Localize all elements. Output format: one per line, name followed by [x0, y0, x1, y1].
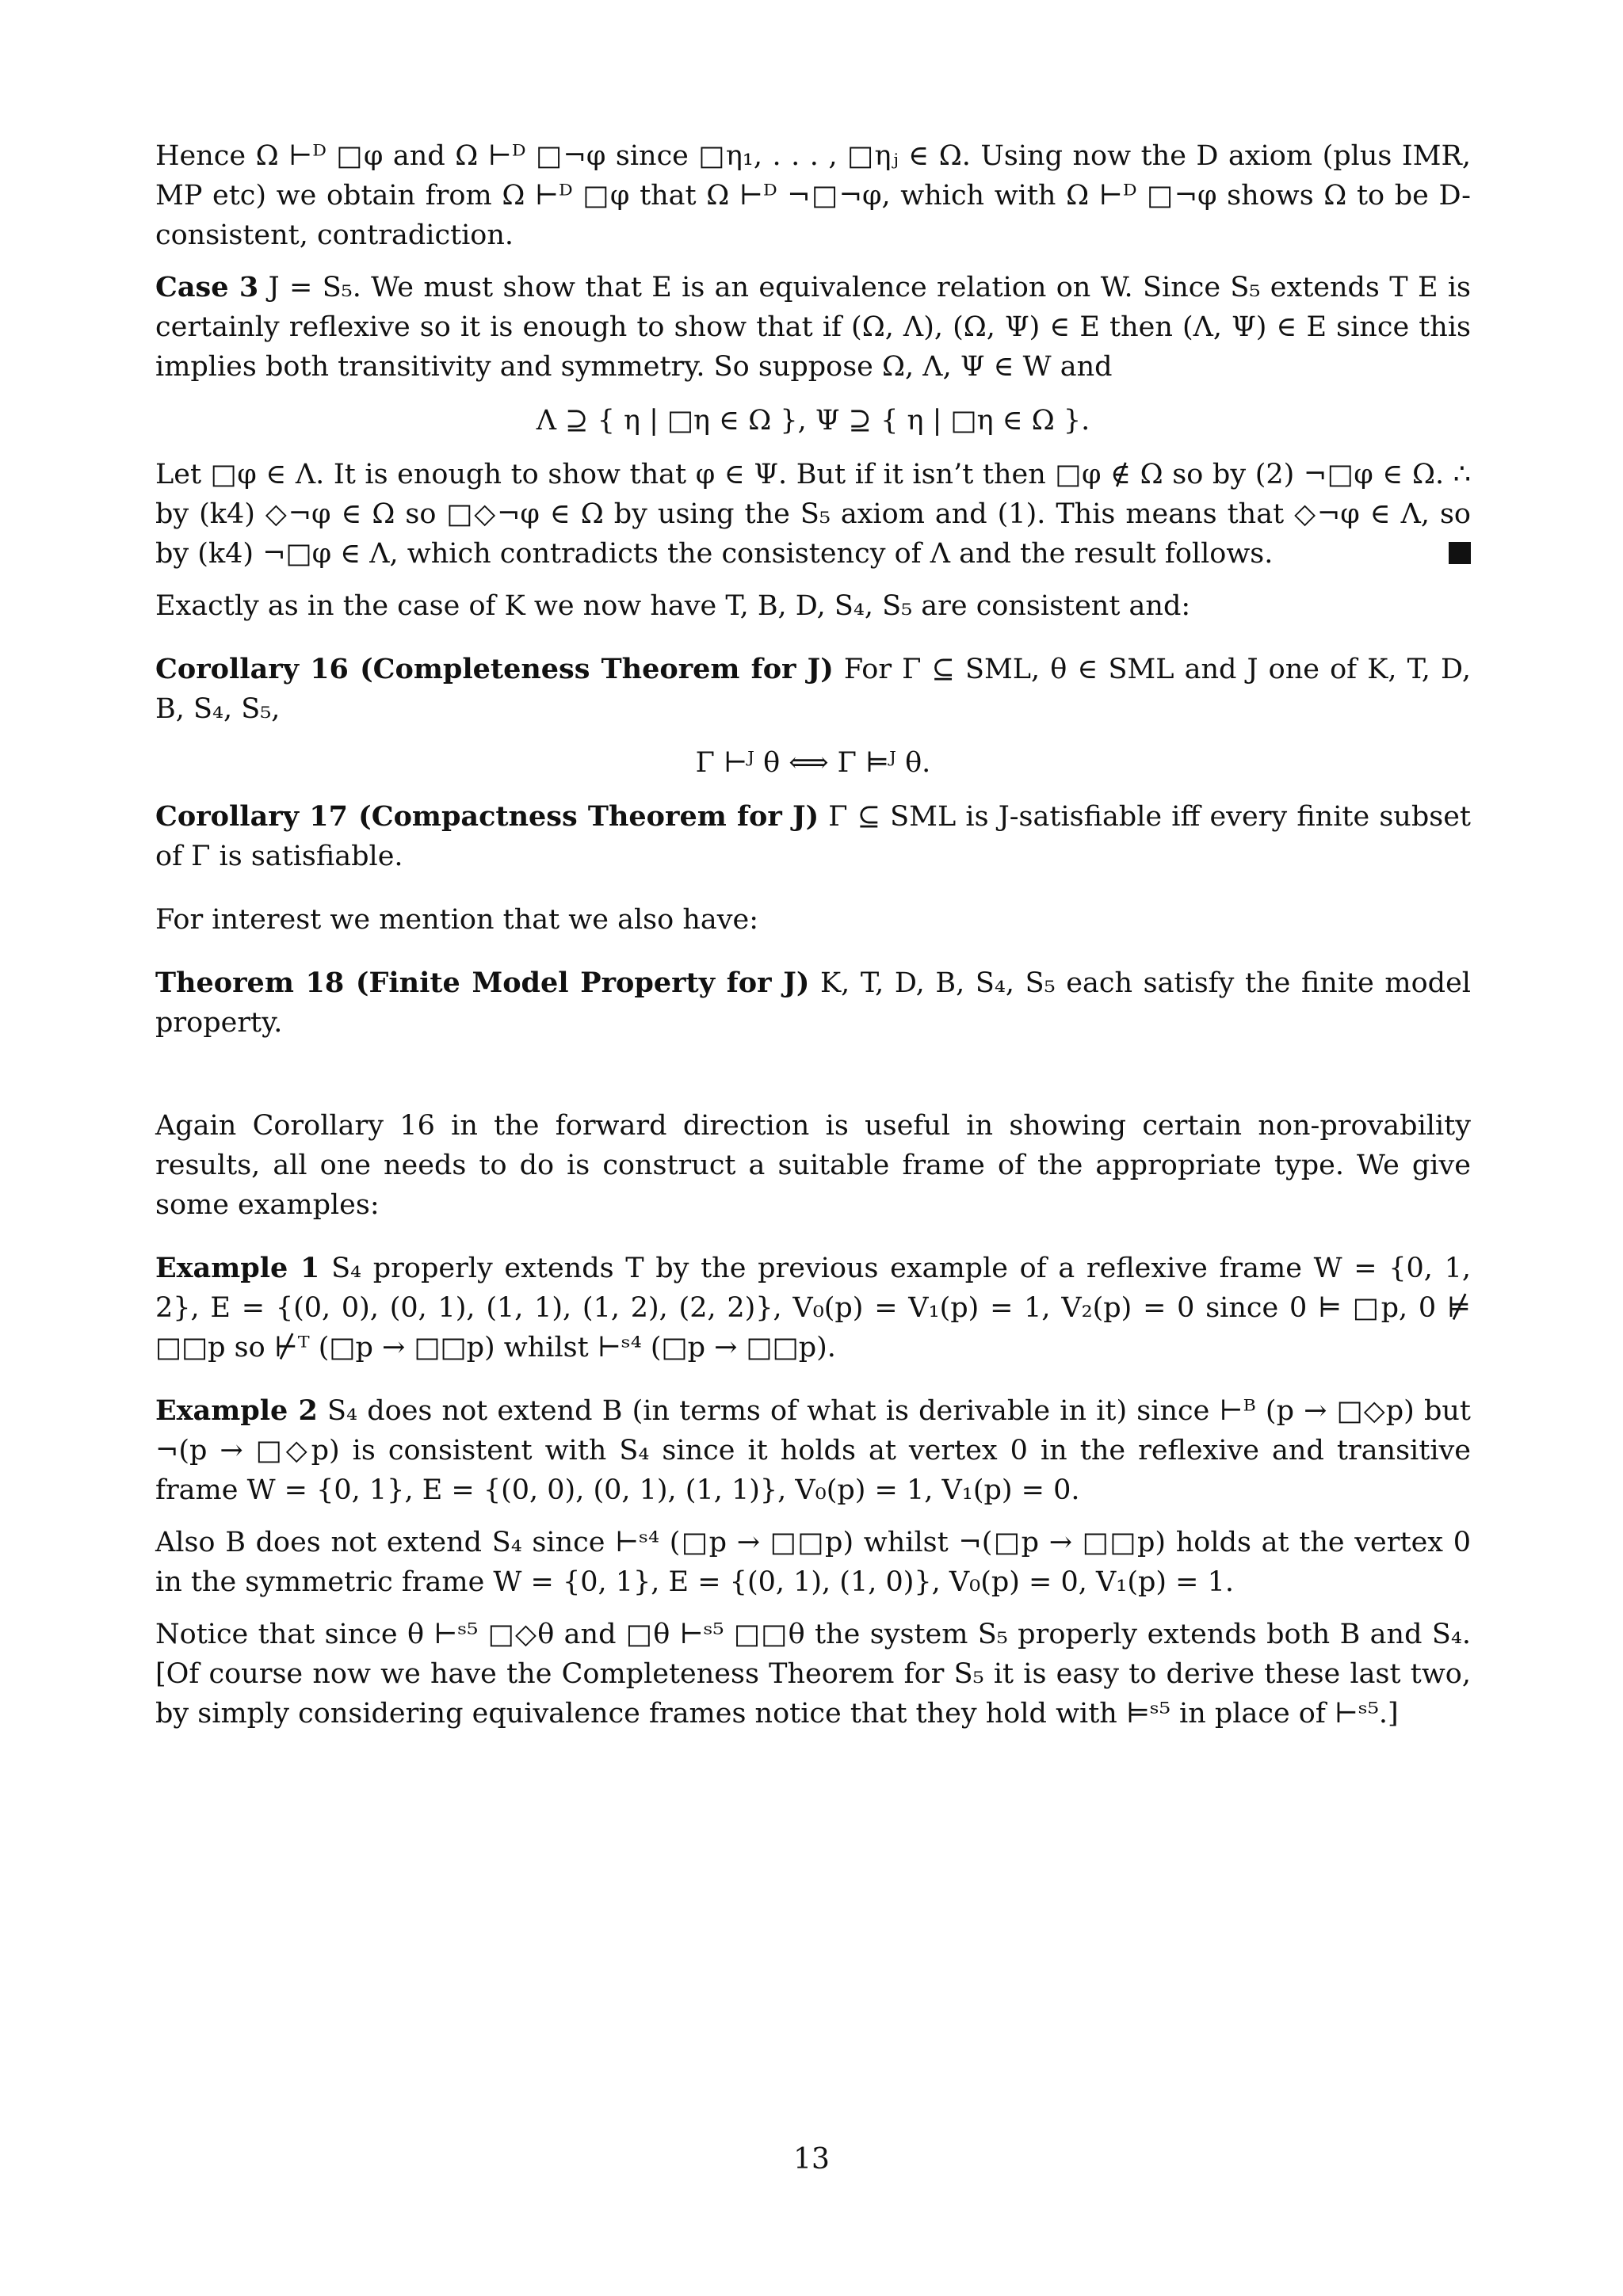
paragraph-text: Let □φ ∈ Λ. It is enough to show that φ ∈ Ψ. But if it isn’t then □φ ∉ Ω so by (2) ¬□φ ∈ Ω. ∴ by (k4) ◇¬φ ∈ Ω so □◇¬φ ∈ Ω by using the S₅ axiom and (1). This means that ◇¬φ ∈ Λ, so by (k4) ¬□φ ∈ Λ, which contradicts the consistency of Λ and the result follows.	[155, 459, 1471, 570]
qed-square-icon	[1449, 542, 1471, 564]
display-equation-completeness: Γ ⊢ᴶ θ ⟺ Γ ⊨ᴶ θ.	[695, 747, 931, 779]
theorem-18	[155, 963, 1471, 1043]
paragraph-again-corollary	[155, 1106, 1471, 1225]
case-3-heading: Case 3	[155, 271, 259, 303]
example-2-heading: Example 2	[155, 1394, 318, 1427]
corollary-16	[155, 650, 1471, 729]
paragraph-also-b	[155, 1523, 1471, 1602]
paragraph-text: Exactly as in the case of K we now have T, B, D, S₄, S₅ are consistent and:	[155, 590, 1191, 622]
paragraph-case-3	[155, 268, 1471, 387]
page-body	[155, 136, 1471, 1733]
display-equation-lambda-psi: Λ ⊇ { η | □η ∈ Ω }, Ψ ⊇ { η | □η ∈ Ω }.	[536, 405, 1090, 437]
corollary-17-heading: Corollary 17 (Compactness Theorem for J)	[155, 800, 819, 833]
example-2-text: S₄ does not extend B (in terms of what is derivable in it) since ⊢ᴮ (p → □◇p) but ¬(p → □◇p) is consistent with S₄ since it holds at vertex 0 in the reflexive and transitive frame W = {0, 1}, E = {(0, 0), (0, 1), (1, 1)}, V₀(p) = 1, V₁(p) = 0.	[155, 1395, 1471, 1506]
paragraph-case2-conclusion	[155, 136, 1471, 255]
corollary-16-statement: For Γ ⊆ SML, θ ∈ SML and J one of K, T, D, B, S₄, S₅,	[155, 654, 1471, 725]
paragraph-notice	[155, 1615, 1471, 1733]
paragraph-text: For interest we mention that we also have:	[155, 904, 759, 936]
paragraph-text: Hence Ω ⊢ᴰ □φ and Ω ⊢ᴰ □¬φ since □η₁, . . . , □ηⱼ ∈ Ω. Using now the D axiom (plus IMR, MP etc) we obtain from Ω ⊢ᴰ □φ that Ω ⊢ᴰ ¬□¬φ, which with Ω ⊢ᴰ □¬φ shows Ω to be D-consistent, contradiction.	[155, 140, 1471, 251]
example-1-heading: Example 1	[155, 1252, 320, 1284]
paragraph-text: Again Corollary 16 in the forward direction is useful in showing certain non-provability results, all one needs to do is construct a suitable frame of the appropriate type. We give some examples:	[155, 1110, 1471, 1221]
paragraph-text: Notice that since θ ⊢ˢ⁵ □◇θ and □θ ⊢ˢ⁵ □□θ the system S₅ properly extends both B and S₄. [Of course now we have the Completeness Theorem for S₅ it is easy to derive these last two, by simply considering equivalence frames notice that they hold with ⊨ˢ⁵ in place of ⊢ˢ⁵.]	[155, 1619, 1471, 1730]
paragraph-text: Also B does not extend S₄ since ⊢ˢ⁴ (□p → □□p) whilst ¬(□p → □□p) holds at the vertex 0 in the symmetric frame W = {0, 1}, E = {(0, 1), (1, 0)}, V₀(p) = 0, V₁(p) = 1.	[155, 1527, 1471, 1598]
corollary-16-heading: Corollary 16 (Completeness Theorem for J)	[155, 653, 834, 685]
paragraph-let-box-phi	[155, 455, 1471, 574]
theorem-18-statement: K, T, D, B, S₄, S₅ each satisfy the finite model property.	[155, 967, 1471, 1039]
corollary-17-statement: Γ ⊆ SML is J-satisfiable iff every finite subset of Γ is satisfiable.	[155, 801, 1471, 872]
corollary-17	[155, 797, 1471, 876]
example-1-text: S₄ properly extends T by the previous example of a reflexive frame W = {0, 1, 2}, E = {(0, 0), (0, 1), (1, 1), (1, 2), (2, 2)}, V₀(p) = V₁(p) = 1, V₂(p) = 0 since 0 ⊨ □p, 0 ⊭ □□p so ⊬ᵀ (□p → □□p) whilst ⊢ˢ⁴ (□p → □□p).	[155, 1253, 1471, 1363]
paragraph-for-interest	[155, 900, 1471, 940]
paragraph-exactly-as	[155, 586, 1471, 626]
page-number: 13	[793, 2143, 830, 2176]
paragraph-text: J = S₅. We must show that E is an equivalence relation on W. Since S₅ extends T E is certainly reflexive so it is enough to show that if (Ω, Λ), (Ω, Ψ) ∈ E then (Λ, Ψ) ∈ E since this implies both transitivity and symmetry. So suppose Ω, Λ, Ψ ∈ W and	[155, 272, 1471, 383]
example-2	[155, 1391, 1471, 1510]
theorem-18-heading: Theorem 18 (Finite Model Property for J)	[155, 967, 810, 999]
example-1	[155, 1249, 1471, 1367]
